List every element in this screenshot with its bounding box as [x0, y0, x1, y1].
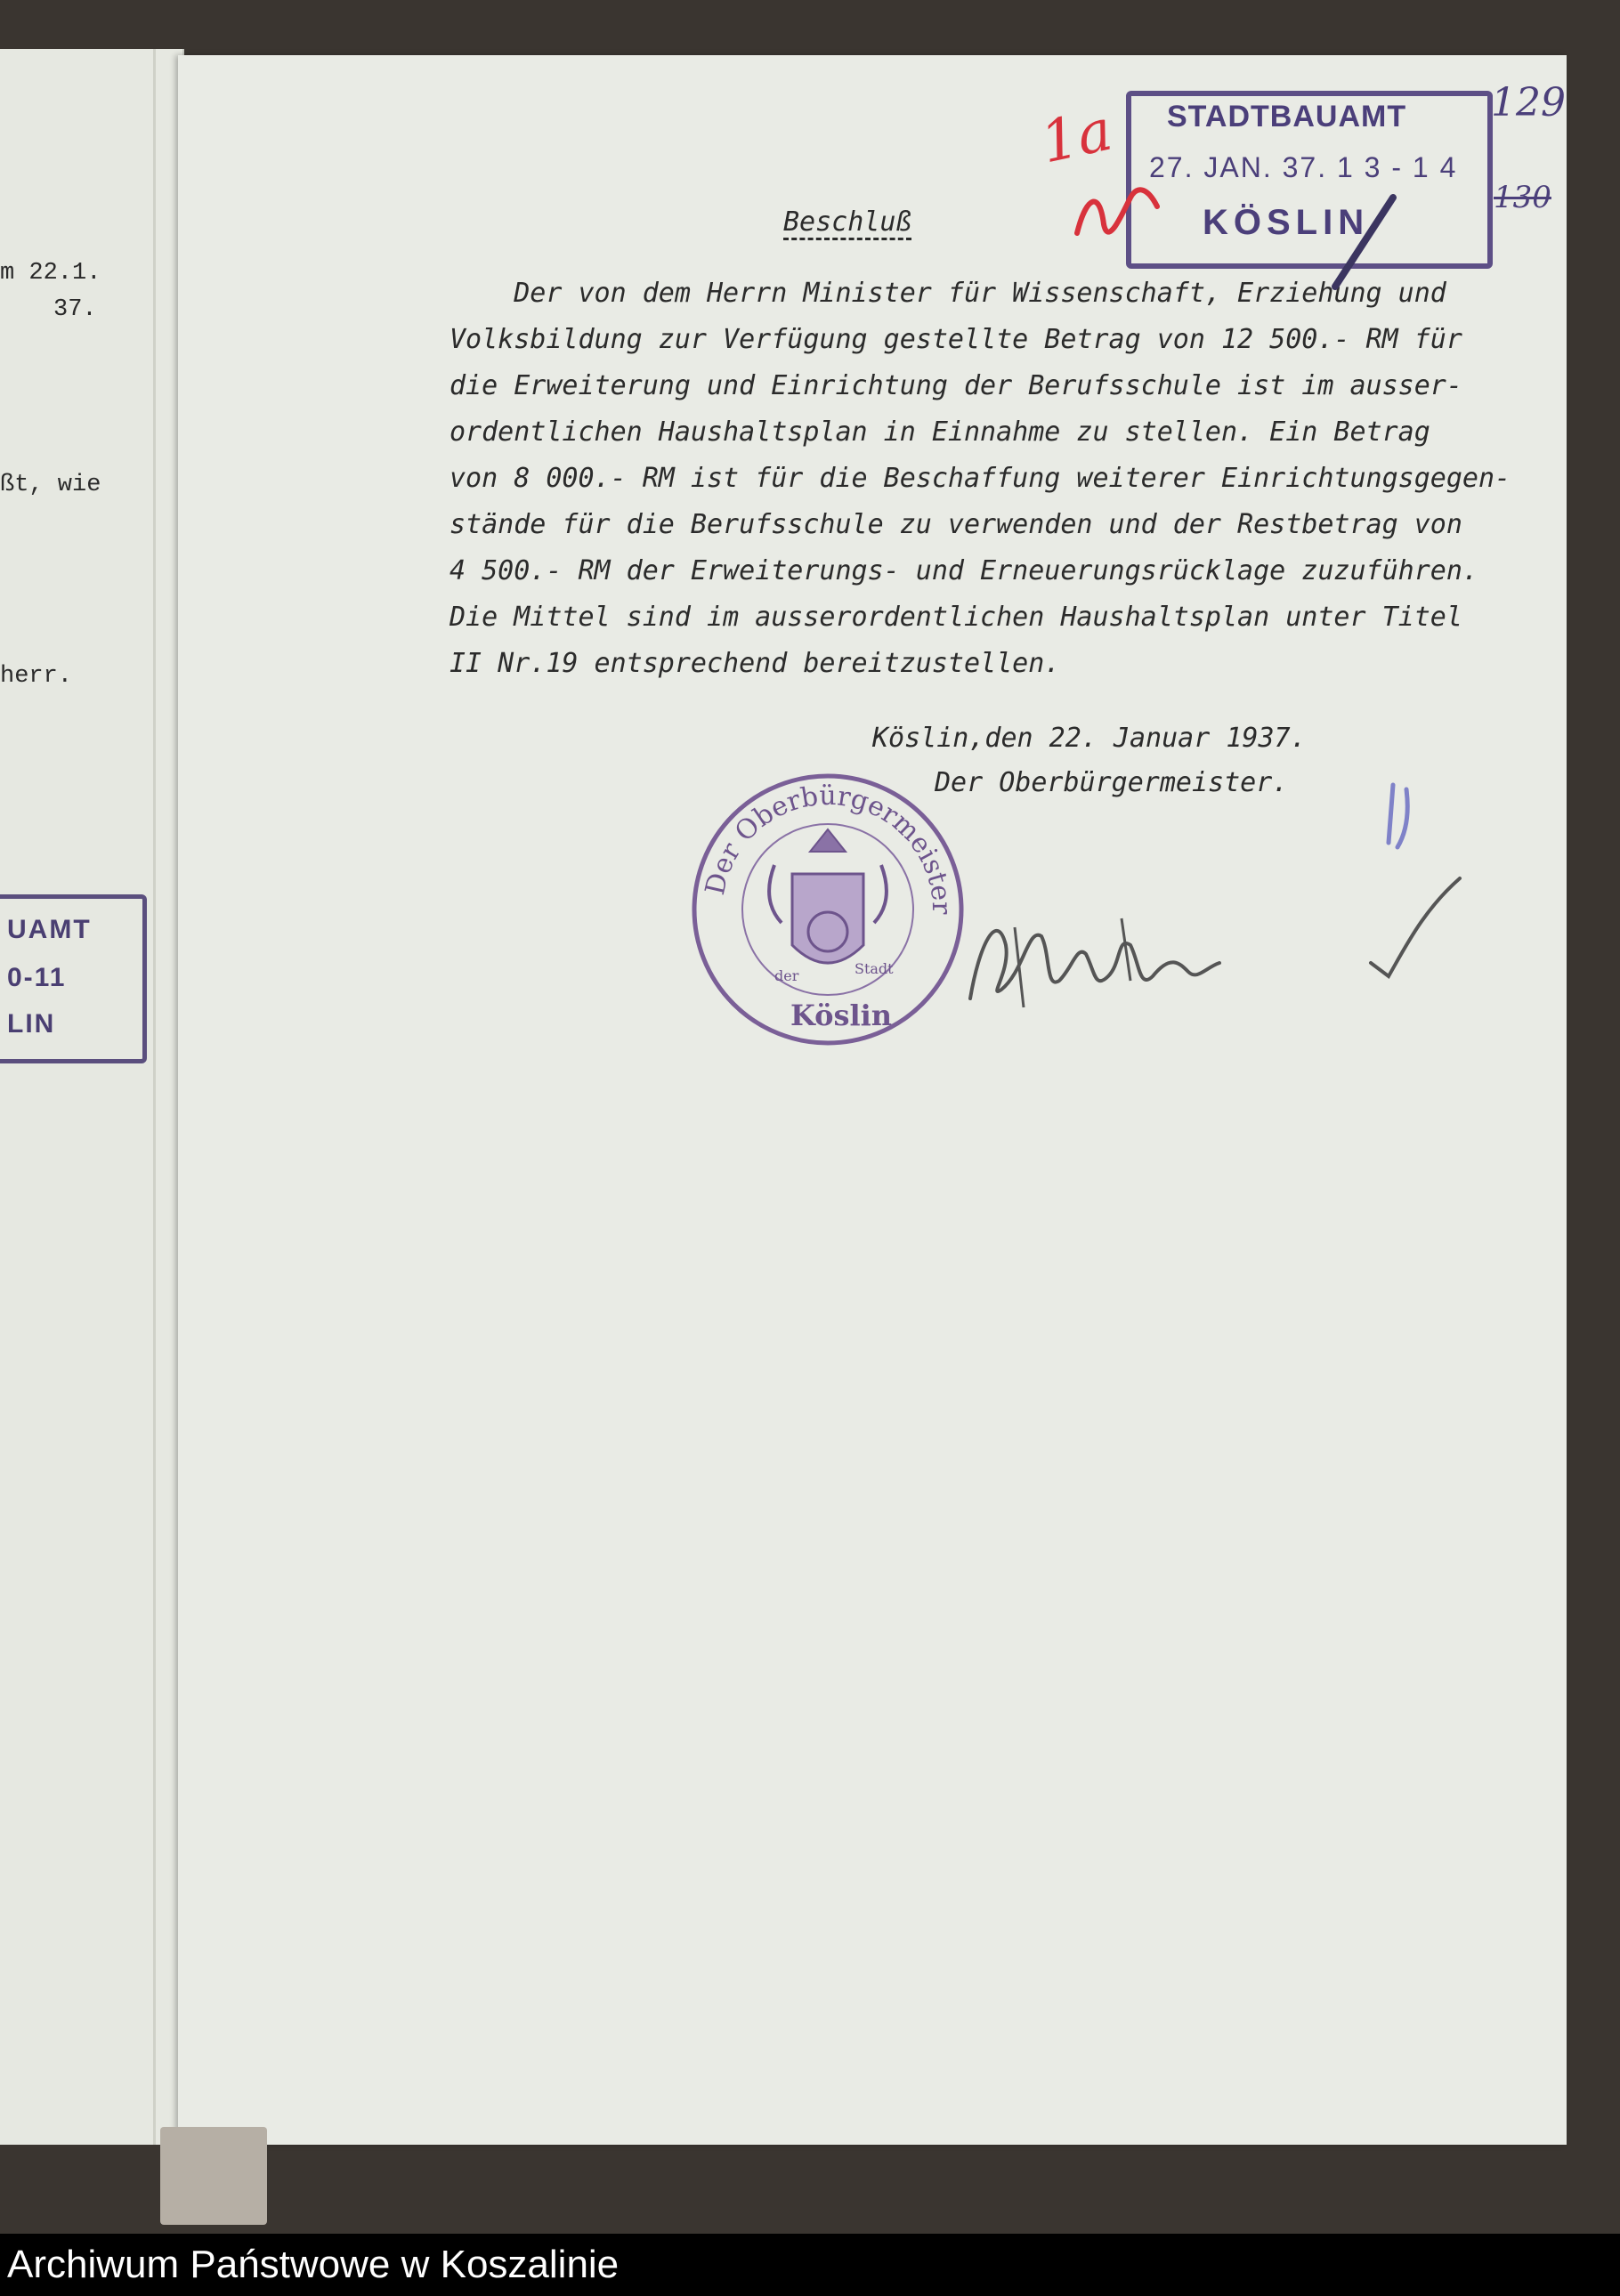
binding-strip: [160, 2127, 267, 2225]
check-mark: [1362, 874, 1469, 990]
seal-inner-left: der: [774, 967, 799, 984]
body-line: Der von dem Herrn Minister für Wissenschaft, Erziehung und: [450, 278, 1446, 309]
left-stamp-line: UAMT: [7, 915, 92, 944]
folio-number-struck: 130: [1494, 180, 1551, 215]
page-fold: [153, 49, 156, 2145]
place-date: Köslin,den 22. Januar 1937.: [872, 723, 1307, 754]
left-stamp-line: LIN: [7, 1009, 56, 1039]
left-text-line: ßt, wie: [0, 472, 101, 498]
stamp-date: 27. JAN. 37. 1 3 - 1 4: [1149, 151, 1458, 183]
archive-caption: Archiwum Państwowe w Koszalinie: [7, 2243, 620, 2286]
red-pencil-scribble: [1068, 162, 1166, 251]
document-title: Beschluß: [783, 206, 912, 238]
stamp-city: KÖSLIN: [1203, 203, 1370, 242]
seal-bottom-text: Köslin: [790, 998, 893, 1032]
city-seal: [685, 767, 970, 1052]
body-line: II Nr.19 entsprechend bereitzustellen.: [450, 648, 1061, 679]
left-page-stamp: [0, 894, 147, 1063]
stamp-slash-mark: [1308, 189, 1415, 295]
body-line: von 8 000.- RM ist für die Beschaffung weiterer Einrichtungsgegen-: [450, 463, 1511, 494]
body-line: Volksbildung zur Verfügung gestellte Betrag von 12 500.- RM für: [450, 324, 1462, 355]
red-pencil-annotation: 1a: [1035, 97, 1118, 177]
left-stamp-line: 0-11: [7, 963, 67, 992]
seal-inner-right: Stadt: [855, 960, 894, 977]
blue-pencil-mark: [1375, 780, 1420, 852]
left-text-line: herr.: [0, 663, 73, 690]
body-line: stände für die Berufsschule zu verwenden und der Restbetrag von: [450, 509, 1462, 540]
left-page: [0, 49, 184, 2145]
left-text-line: m 22.1.: [0, 260, 101, 287]
body-line: 4 500.- RM der Erweiterungs- und Erneuerungsrücklage zuzuführen.: [450, 555, 1478, 586]
left-text-line: 37.: [53, 296, 97, 323]
signatory-title: Der Oberbürgermeister.: [935, 767, 1289, 798]
body-line: die Erweiterung und Einrichtung der Berufsschule ist im ausser-: [450, 370, 1462, 401]
folio-number: 129: [1491, 80, 1566, 125]
handwritten-signature: [961, 892, 1264, 1034]
main-page: [178, 55, 1567, 2145]
body-line: Die Mittel sind im ausserordentlichen Haushaltsplan unter Titel: [450, 602, 1462, 633]
body-line: ordentlichen Haushaltsplan in Einnahme zu stellen. Ein Betrag: [450, 416, 1430, 448]
caption-bar: [0, 2234, 1620, 2296]
stamp-office-name: STADTBAUAMT: [1167, 100, 1407, 133]
seal-ring-text: Der Oberbürgermeister: [700, 780, 958, 915]
